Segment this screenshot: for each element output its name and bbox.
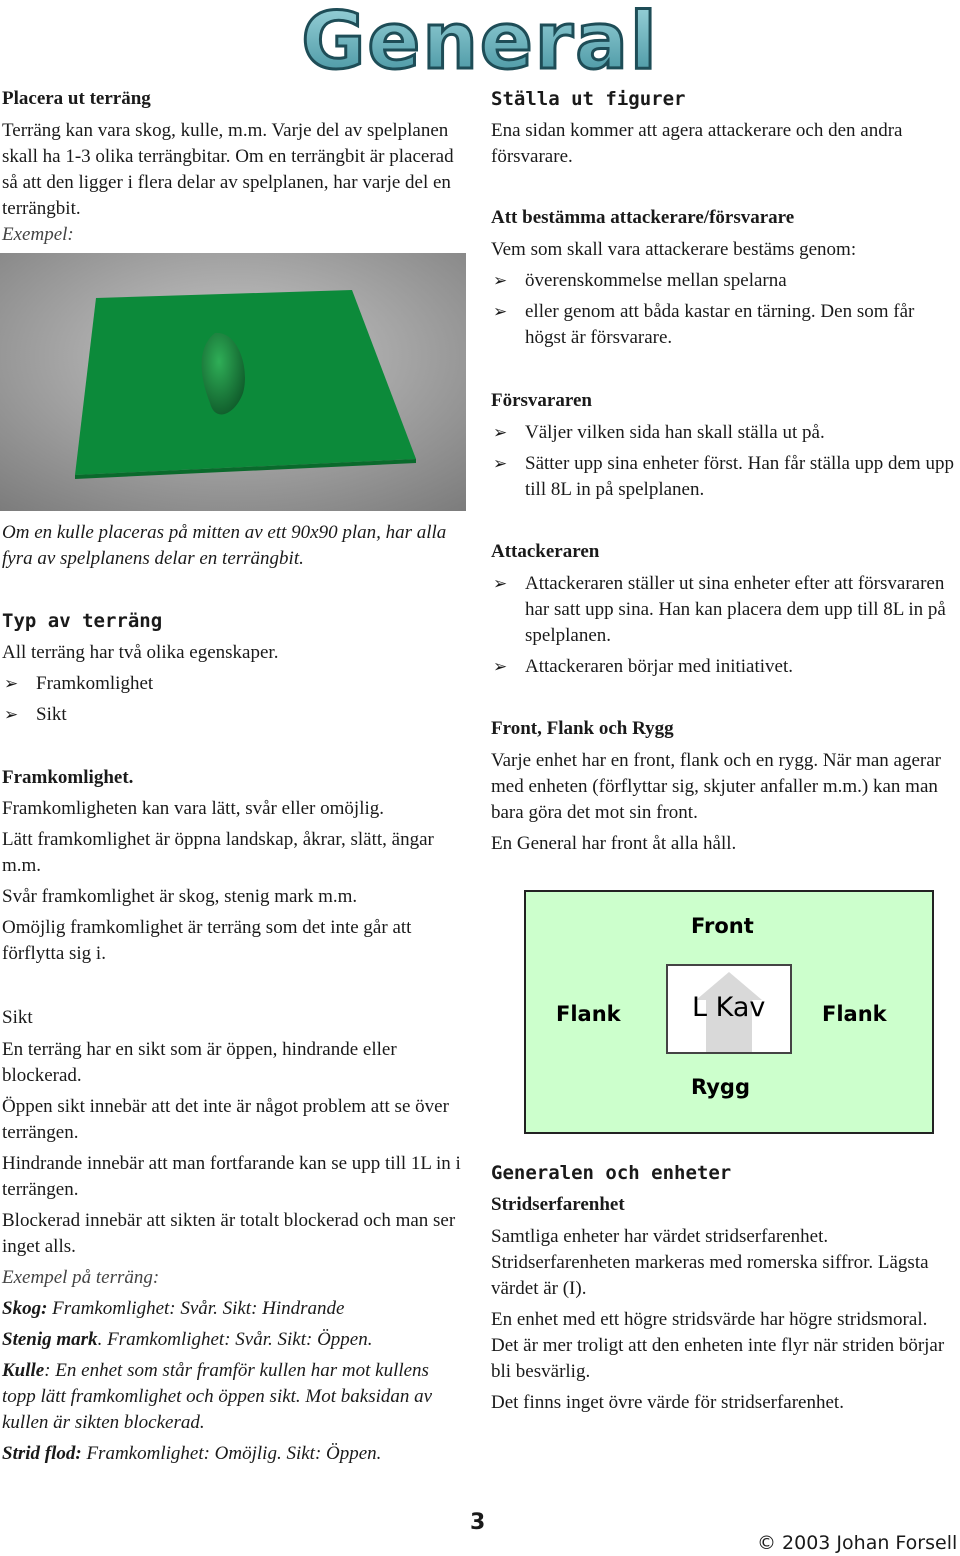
typ-section (2, 608, 464, 728)
front-label: Front (691, 914, 754, 938)
list-item: ➢ eller genom att båda kastar en tärning. Den som får högst är försvarare. (493, 301, 915, 348)
arrowhead-bullet-icon: ➢ (493, 302, 508, 322)
list-item: ➢ Attackeraren ställer ut sina enheter efter att försvararen har satt upp sina. Han kan placera dem upp till 8L in på spelplanen. (493, 573, 946, 646)
logo-text: General (301, 0, 659, 80)
list-item: ➢ Framkomlighet (2, 671, 464, 697)
front-body: Varje enhet har en front, flank och en rygg. När man agerar med enheten (förflyttar sig, skjuter anfaller m.m.) kan man bara göra det mot sin front. (491, 750, 941, 823)
generalen-heading: Generalen och enheter (491, 1162, 732, 1184)
arrowhead-bullet-icon: ➢ (493, 423, 508, 443)
sikt-line: En terräng har en sikt som är öppen, hindrande eller blockerad. (2, 1039, 397, 1086)
framkomlighet-heading: Framkomlighet. (2, 767, 134, 788)
generalen-section (491, 1160, 957, 1416)
list-item: ➢ Sikt (2, 702, 464, 728)
typ-intro: All terräng har två olika egenskaper. (2, 642, 279, 663)
stalla-section (491, 86, 957, 170)
framkomlighet-section (2, 765, 464, 967)
arrowhead-bullet-icon: ➢ (493, 271, 508, 291)
forsvararen-section (491, 388, 957, 503)
terrain-example: Skog: Framkomlighet: Svår. Sikt: Hindrande (2, 1298, 345, 1319)
forsvararen-heading: Försvararen (491, 390, 592, 411)
bestamma-heading: Att bestämma attackerare/försvarare (491, 207, 795, 228)
stalla-heading: Ställa ut figurer (491, 88, 686, 110)
front-heading: Front, Flank och Rygg (491, 718, 674, 739)
arrowhead-bullet-icon: ➢ (493, 657, 508, 677)
arrowhead-bullet-icon: ➢ (493, 574, 508, 594)
arrowhead-bullet-icon: ➢ (4, 674, 19, 694)
placera-section (2, 86, 464, 248)
generalen-line: En enhet med ett högre stridsvärde har högre stridsmoral. Det är mer troligt att den enheten inte flyr när striden börjar bli besvärlig. (491, 1309, 945, 1382)
bestamma-section (491, 205, 957, 351)
placera-body: Terräng kan vara skog, kulle, m.m. Varje del av spelplanen skall ha 1-3 olika terrängbitar. Om en terrängbit är placerad så att den ligger i flera delar av spelplanen, har varje del en terrängbit. (2, 120, 454, 219)
attackeraren-section (491, 539, 957, 680)
terrain-example: Strid flod: Framkomlighet: Omöjlig. Sikt: Öppen. (2, 1443, 382, 1464)
front-section (491, 716, 957, 857)
page-number: 3 (470, 1510, 486, 1535)
generalen-line: Det finns inget övre värde för stridserfarenhet. (491, 1392, 844, 1413)
stridserfarenhet-heading: Stridserfarenhet (491, 1194, 625, 1215)
copyright: © 2003 Johan Forsell (757, 1532, 958, 1554)
sikt-heading: Sikt (2, 1007, 33, 1028)
arrowhead-bullet-icon: ➢ (493, 454, 508, 474)
framkomlighet-line: Lätt framkomlighet är öppna landskap, åkrar, slätt, ängar m.m. (2, 829, 434, 876)
unit-orientation-diagram (524, 890, 934, 1134)
flank-left-label: Flank (556, 1002, 621, 1026)
terrain-example: Stenig mark. Framkomlighet: Svår. Sikt: Öppen. (2, 1329, 373, 1350)
front-body-2: En General har front åt alla håll. (491, 833, 737, 854)
terrain-example: Kulle: En enhet som står framför kullen har mot kullens topp lätt framkomlighet och öppen sikt. Mot baksidan av kullen är sikten blockerad. (2, 1360, 433, 1433)
generalen-line: Samtliga enheter har värdet stridserfarenhet. Stridserfarenheten markeras med romerska siffror. Lägsta värdet är (I). (491, 1226, 929, 1299)
sikt-line: Öppen sikt innebär att det inte är något problem att se över terrängen. (2, 1096, 449, 1143)
list-item: ➢ Väljer vilken sida han skall ställa ut på. (491, 420, 957, 446)
typ-heading: Typ av terräng (2, 610, 163, 632)
terrain-example-image (0, 253, 466, 511)
stalla-body: Ena sidan kommer att agera attackerare och den andra försvarare. (491, 120, 903, 167)
example-label: Exempel: (2, 224, 74, 245)
unit-label: L Kav (692, 992, 766, 1023)
sikt-line: Blockerad innebär att sikten är totalt blockerad och man ser inget alls. (2, 1210, 456, 1257)
bestamma-intro: Vem som skall vara attackerare bestäms genom: (491, 239, 857, 260)
flank-right-label: Flank (822, 1002, 887, 1026)
sikt-section (2, 1005, 464, 1467)
framkomlighet-line: Framkomligheten kan vara lätt, svår eller omöjlig. (2, 798, 385, 819)
sikt-line: Hindrande innebär att man fortfarande kan se upp till 1L in i terrängen. (2, 1153, 461, 1200)
list-item: ➢ Sätter upp sina enheter först. Han får ställa upp dem upp till 8L in på spelplanen. (493, 453, 954, 500)
rear-label: Rygg (691, 1075, 750, 1099)
framkomlighet-line: Svår framkomlighet är skog, stenig mark m.m. (2, 886, 358, 907)
framkomlighet-line: Omöjlig framkomlighet är terräng som det inte går att förflytta sig i. (2, 917, 412, 964)
placera-heading: Placera ut terräng (2, 88, 151, 109)
placera-caption: Om en kulle placeras på mitten av ett 90x90 plan, har alla fyra av spelplanens delar en terrängbit. (2, 522, 447, 569)
arrowhead-bullet-icon: ➢ (4, 705, 19, 725)
general-logo (300, 0, 660, 80)
list-item: ➢ överenskommelse mellan spelarna (491, 268, 957, 294)
list-item: ➢ Attackeraren börjar med initiativet. (491, 654, 957, 680)
unit-box (666, 964, 792, 1054)
attackeraren-heading: Attackeraren (491, 541, 600, 562)
examples-label: Exempel på terräng: (2, 1267, 160, 1288)
